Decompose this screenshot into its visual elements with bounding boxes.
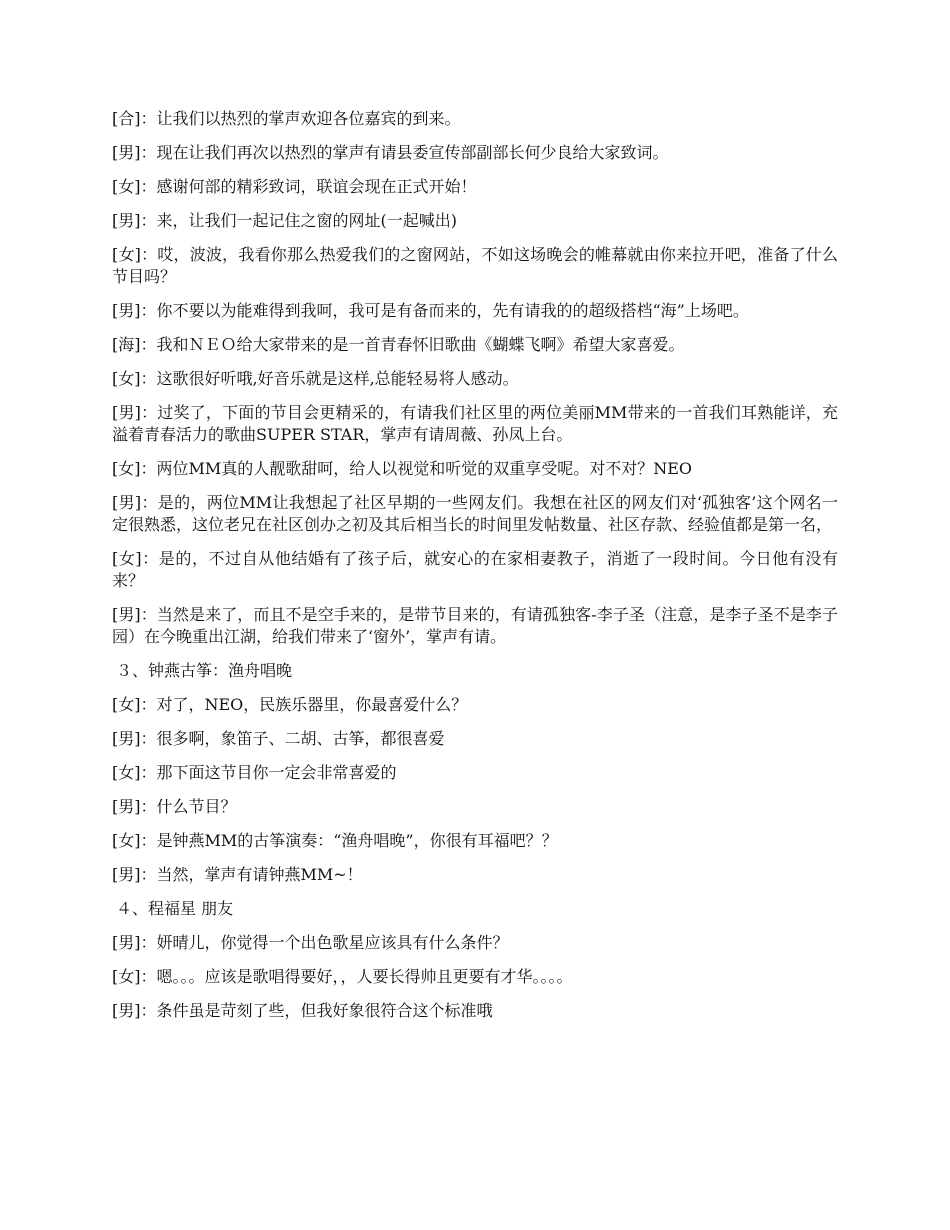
paragraph: [合]：让我们以热烈的掌声欢迎各位嘉宾的到来。 [112, 109, 461, 128]
paragraph: [女]：这歌很好听哦,好音乐就是这样,总能轻易将人感动。 [112, 369, 519, 388]
paragraph: [男]：是的，两位MM让我想起了社区早期的一些网友们。我想在社区的网友们对‘孤独客’这个网名一定很熟悉，这位老兄在社区创办之初及其后相当长的时间里发帖数量、社区存款、经验值都是第一名， [112, 493, 838, 534]
paragraph: [海]：我和ＮＥＯ给大家带来的是一首青春怀旧歌曲《蝴蝶飞啊》希望大家喜爱。 [112, 335, 685, 354]
paragraph: [女]：是的，不过自从他结婚有了孩子后，就安心的在家相妻教子，消逝了一段时间。今日他有没有来？ [112, 549, 838, 590]
paragraph: [男]：条件虽是苛刻了些，但我好象很符合这个标准哦 [112, 1001, 493, 1020]
section-heading: ３、钟燕古筝：渔舟唱晚 [116, 661, 293, 680]
section-heading: ４、程福星 朋友 [116, 899, 234, 918]
paragraph: [男]：来，让我们一起记住之窗的网址(一起喊出) [112, 211, 457, 230]
paragraph: [男]：妍晴儿，你觉得一个出色歌星应该具有什么条件？ [112, 933, 509, 952]
paragraph: [男]：过奖了，下面的节目会更精采的，有请我们社区里的两位美丽MM带来的一首我们耳熟能详，充溢着青春活力的歌曲SUPER STAR，掌声有请周薇、孙凤上台。 [112, 403, 838, 444]
paragraph: [男]：现在让我们再次以热烈的掌声有请县委宣传部副部长何少良给大家致词。 [112, 143, 669, 162]
paragraph: [女]：那下面这节目你一定会非常喜爱的 [112, 763, 397, 782]
document-body [112, 108, 838, 1034]
paragraph: [女]：哎，波波，我看你那么热爱我们的之窗网站，不如这场晚会的帷幕就由你来拉开吧，准备了什么节目吗？ [112, 245, 838, 286]
paragraph: [男]：当然是来了，而且不是空手来的，是带节目来的，有请孤独客-李子圣（注意，是李子圣不是李子园）在今晚重出江湖，给我们带来了‘窗外’，掌声有请。 [112, 605, 838, 646]
paragraph: [男]：很多啊，象笛子、二胡、古筝，都很喜爱 [112, 729, 445, 748]
paragraph: [男]：当然，掌声有请钟燕MM~！ [112, 865, 363, 884]
paragraph: [男]：你不要以为能难得到我呵，我可是有备而来的，先有请我的的超级搭档“海”上场吧。 [112, 301, 749, 320]
paragraph: [女]：是钟燕MM的古筝演奏：“渔舟唱晚”，你很有耳福吧？？ [112, 831, 558, 850]
paragraph: [男]：什么节目？ [112, 797, 237, 816]
paragraph: [女]：两位MM真的人靓歌甜呵，给人以视觉和听觉的双重享受呢。对不对？NEO [112, 459, 693, 478]
paragraph: [女]：嗯。。。应该是歌唱得要好，，人要长得帅且更要有才华。。。。 [112, 967, 573, 986]
paragraph: [女]：感谢何部的精彩致词，联谊会现在正式开始！ [112, 177, 477, 196]
paragraph: [女]：对了，NEO，民族乐器里，你最喜爱什么？ [112, 695, 468, 714]
